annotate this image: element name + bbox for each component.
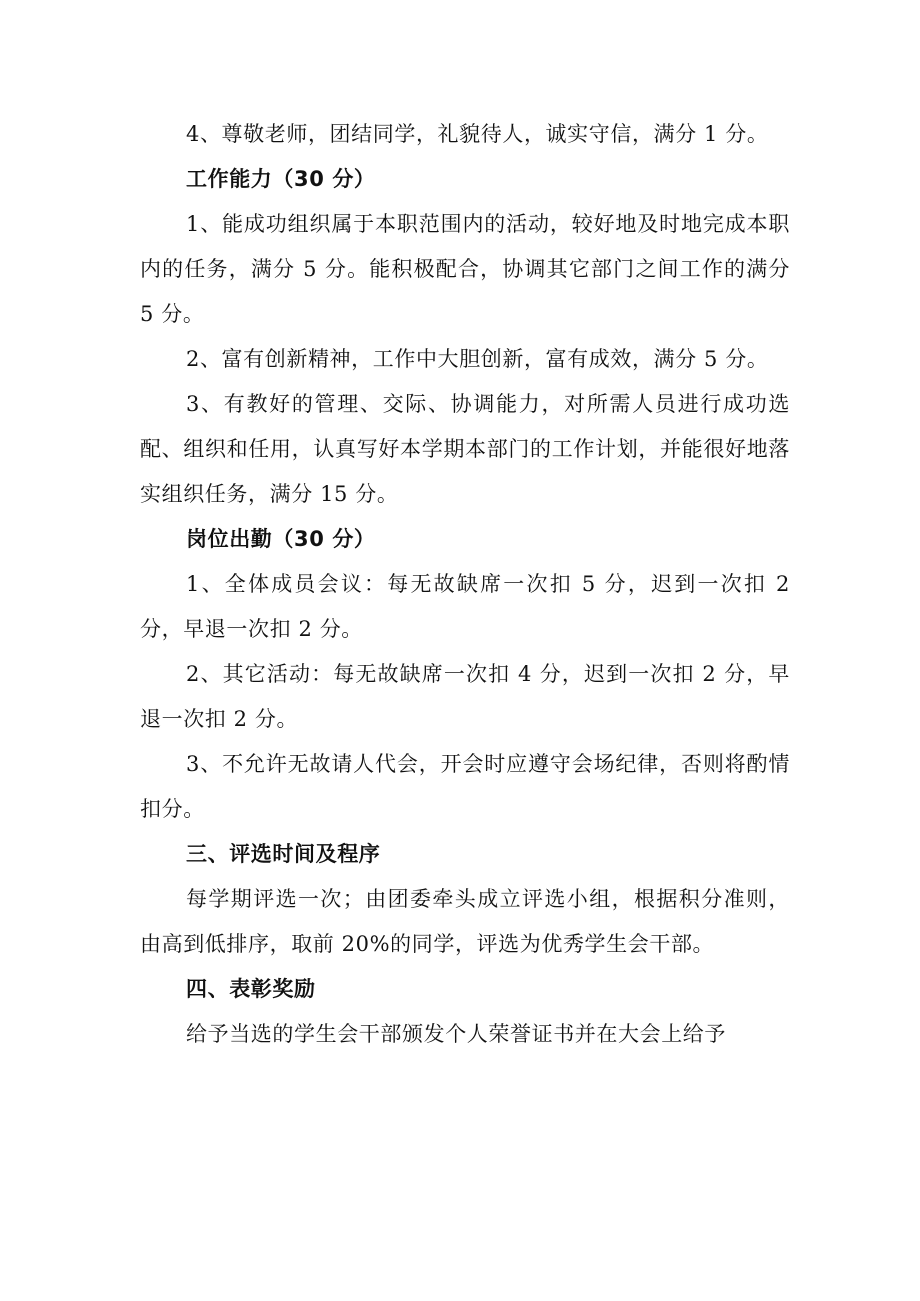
heading-selection-procedure: 三、评选时间及程序 bbox=[186, 842, 381, 866]
heading-work-ability: 工作能力（30 分） bbox=[186, 167, 376, 191]
item-selection-rules: 每学期评选一次；由团委牵头成立评选小组，根据积分准则，由高到低排序，取前 20%的同学，评选为优秀学生会干部。 bbox=[140, 887, 790, 956]
item-organize-activities: 1、能成功组织属于本职范围内的活动，较好地及时地完成本职内的任务，满分 5 分。能积极配合，协调其它部门之间工作的满分 5 分。 bbox=[140, 212, 790, 326]
document-body bbox=[140, 112, 790, 1057]
item-member-meetings: 1、全体成员会议：每无故缺席一次扣 5 分，迟到一次扣 2 分，早退一次扣 2 分。 bbox=[140, 572, 790, 641]
heading-attendance: 岗位出勤（30 分） bbox=[186, 527, 376, 551]
item-innovation: 2、富有创新精神，工作中大胆创新，富有成效，满分 5 分。 bbox=[186, 347, 769, 371]
item-management-ability: 3、有教好的管理、交际、协调能力，对所需人员进行成功选配、组织和任用，认真写好本学期本部门的工作计划，并能很好地落实组织任务，满分 15 分。 bbox=[140, 392, 790, 506]
heading-rewards: 四、表彰奖励 bbox=[186, 977, 316, 1001]
item-rewards-text: 给予当选的学生会干部颁发个人荣誉证书并在大会上给予 bbox=[186, 1022, 726, 1046]
item-respect-teachers: 4、尊敬老师，团结同学，礼貌待人，诚实守信，满分 1 分。 bbox=[186, 122, 769, 146]
item-other-activities: 2、其它活动：每无故缺席一次扣 4 分，迟到一次扣 2 分，早退一次扣 2 分。 bbox=[140, 662, 790, 731]
item-meeting-discipline: 3、不允许无故请人代会，开会时应遵守会场纪律，否则将酌情扣分。 bbox=[140, 752, 790, 821]
